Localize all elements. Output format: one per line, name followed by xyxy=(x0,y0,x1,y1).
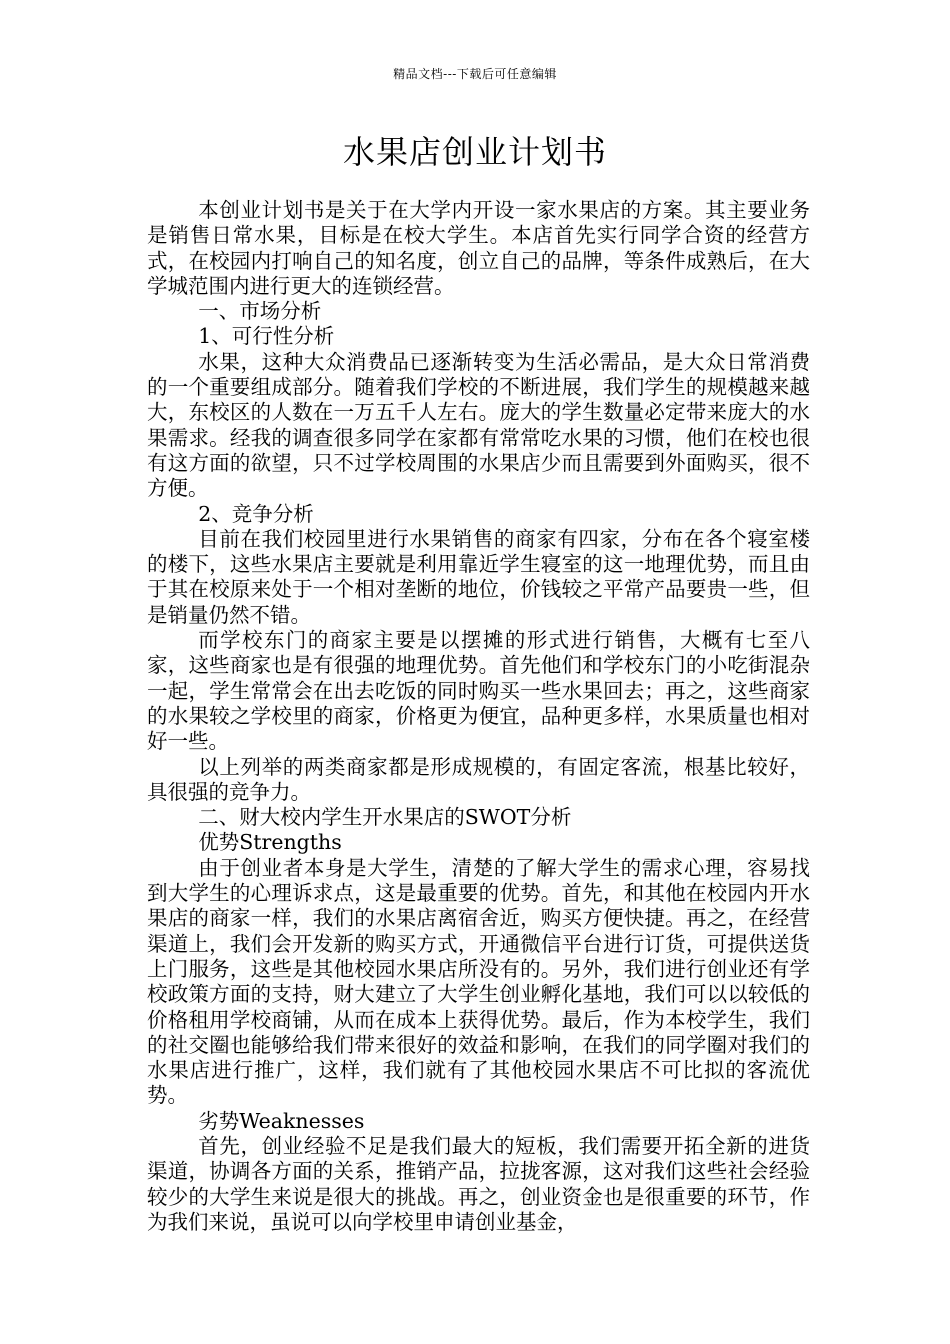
subheading-weaknesses: 劣势Weaknesses xyxy=(198,1108,365,1133)
subheading-competition: 2、竞争分析 xyxy=(198,501,314,526)
subheading-strengths: 优势Strengths xyxy=(198,830,342,855)
paragraph-competition-campus: 目前在我们校园里进行水果销售的商家有四家，分布在各个寝室楼的楼下，这些水果店主要就是利用靠近学生寝室的这一地理优势，而且由于其在校原来处于一个相对垄断的地位，价钱较之平常产品要贵一些，但是销量仍然不错。 xyxy=(147,526,810,627)
intro-paragraph: 本创业计划书是关于在大学内开设一家水果店的方案。其主要业务是销售日常水果，目标是在校大学生。本店首先实行同学合资的经营方式，在校园内打响自己的知名度，创立自己的品牌，等条件成熟后，在大学城范围内进行更大的连锁经营。 xyxy=(147,198,810,298)
section-heading-market-analysis: 一、市场分析 xyxy=(198,299,322,324)
page-header: 精品文档---下载后可任意编辑 xyxy=(393,67,557,81)
subheading-feasibility: 1、可行性分析 xyxy=(198,324,335,349)
paragraph-competition-east-gate: 而学校东门的商家主要是以摆摊的形式进行销售，大概有七至八家，这些商家也是有很强的地理优势。首先他们和学校东门的小吃街混杂一起，学生常常会在出去吃饭的同时购买一些水果回去；再之，这些商家的水果较之学校里的商家，价格更为便宜，品种更多样，水果质量也相对好一些。 xyxy=(147,628,810,754)
paragraph-strengths: 由于创业者本身是大学生，清楚的了解大学生的需求心理，容易找到大学生的心理诉求点，这是最重要的优势。首先，和其他在校园内开水果店的商家一样，我们的水果店离宿舍近，购买方便快捷。再之，在经营渠道上，我们会开发新的购买方式，开通微信平台进行订货，可提供送货上门服务，这些是其他校园水果店所没有的。另外，我们进行创业还有学校政策方面的支持，财大建立了大学生创业孵化基地，我们可以以较低的价格租用学校商铺，从而在成本上获得优势。最后，作为本校学生，我们的社交圈也能够给我们带来很好的效益和影响，在我们的同学圈对我们的水果店进行推广，这样，我们就有了其他校园水果店不可比拟的客流优势。 xyxy=(147,855,810,1108)
paragraph-feasibility: 水果，这种大众消费品已逐渐转变为生活必需品，是大众日常消费的一个重要组成部分。随着我们学校的不断进展，我们学生的规模越来越大，东校区的人数在一万五千人左右。庞大的学生数量必定带来庞大的水果需求。经我的调查很多同学在家都有常常吃水果的习惯，他们在校也很有这方面的欲望，只不过学校周围的水果店少而且需要到外面购买，很不方便。 xyxy=(147,349,810,501)
paragraph-competition-summary: 以上列举的两类商家都是形成规模的，有固定客流，根基比较好，具很强的竞争力。 xyxy=(147,754,810,804)
section-heading-swot: 二、财大校内学生开水果店的SWOT分析 xyxy=(198,805,572,830)
paragraph-weaknesses: 首先，创业经验不足是我们最大的短板，我们需要开拓全新的进货渠道，协调各方面的关系，推销产品，拉拢客源，这对我们这些社会经验较少的大学生来说是很大的挑战。再之，创业资金也是很重要的环节，作为我们来说，虽说可以向学校里申请创业基金， xyxy=(147,1133,810,1234)
document-body xyxy=(147,198,810,1235)
document-title: 水果店创业计划书 xyxy=(342,133,607,171)
